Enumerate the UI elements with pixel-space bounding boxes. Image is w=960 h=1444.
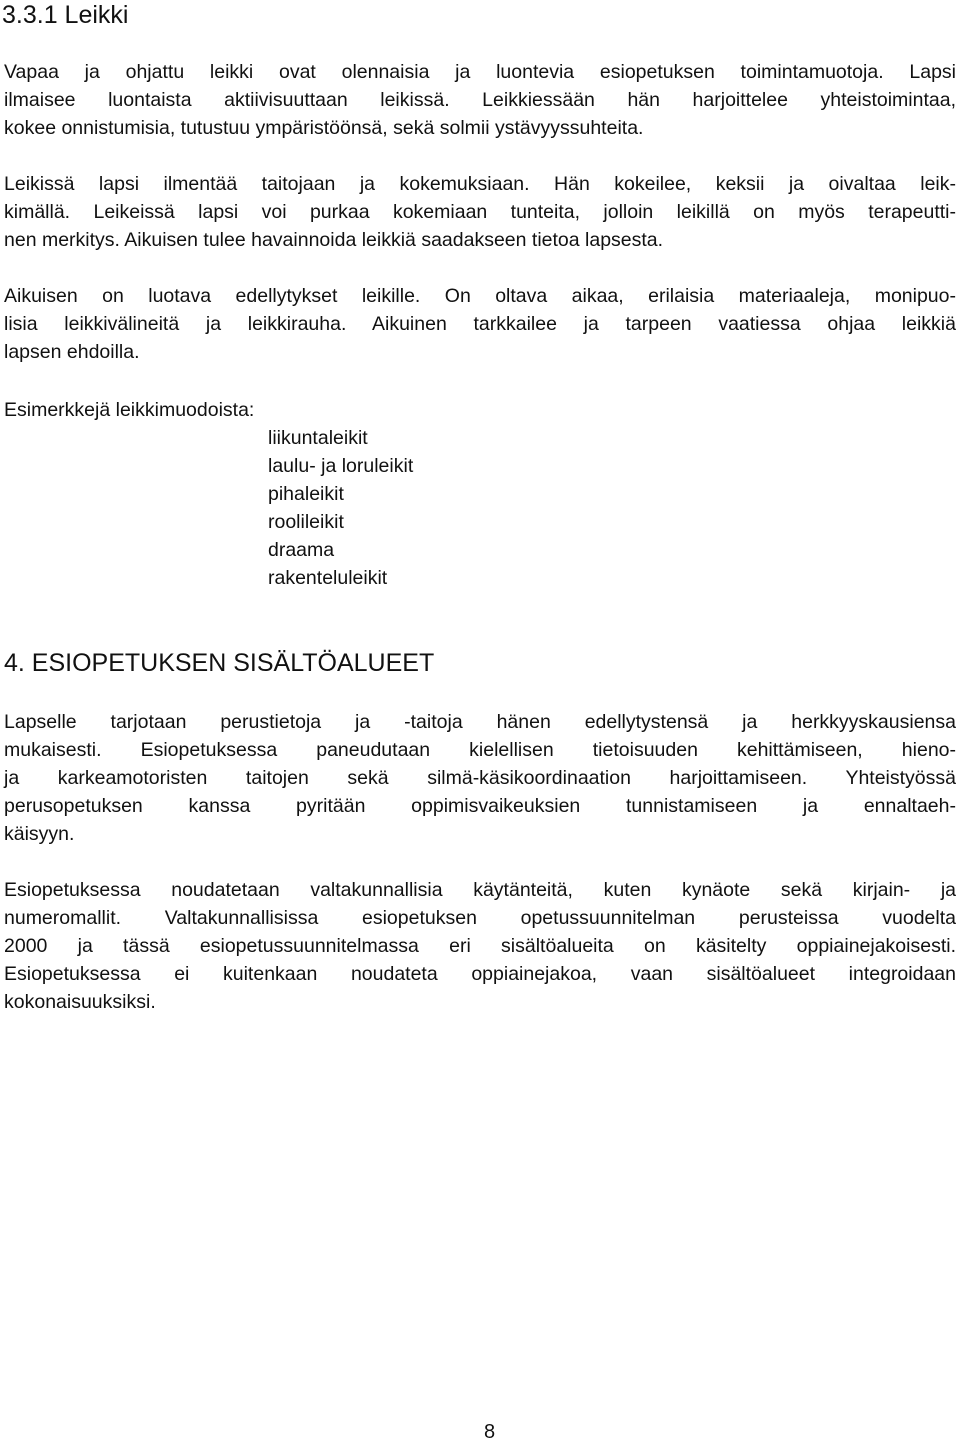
paragraph-2-line-2: kimällä. Leikeissä lapsi voi purkaa kokemiaan tunteita, jolloin leikillä on myös terapeutti- bbox=[4, 201, 956, 223]
paragraph-3-line-2: lisia leikkivälineitä ja leikkirauha. Aikuinen tarkkailee ja tarpeen vaatiessa ohjaa leikkiä bbox=[4, 313, 956, 335]
paragraph-5-line-3: 2000 ja tässä esiopetussuunnitelmassa eri sisältöalueita on käsitelty oppiainejakoisesti. bbox=[4, 935, 956, 957]
list-item: laulu- ja loruleikit bbox=[268, 455, 414, 477]
list-item: pihaleikit bbox=[268, 483, 344, 505]
paragraph-2-line-3: nen merkitys. Aikuisen tulee havainnoida leikkiä saadakseen tietoa lapsesta. bbox=[4, 229, 664, 251]
list-item: rakenteluleikit bbox=[268, 567, 388, 589]
list-item: draama bbox=[268, 539, 335, 561]
paragraph-1-line-1: Vapaa ja ohjattu leikki ovat olennaisia ja luontevia esiopetuksen toimintamuotoja. Lapsi bbox=[4, 61, 956, 83]
list-item: liikuntaleikit bbox=[268, 427, 368, 449]
list-item: roolileikit bbox=[268, 511, 344, 533]
paragraph-1-line-2: ilmaisee luontaista aktiivisuuttaan leikissä. Leikkiessään hän harjoittelee yhteistoimintaa, bbox=[4, 89, 956, 111]
section-heading: 3.3.1 Leikki bbox=[2, 1, 129, 29]
examples-intro: Esimerkkejä leikkimuodoista: bbox=[4, 399, 255, 421]
paragraph-4-line-2: mukaisesti. Esiopetuksessa paneudutaan kielellisen tietoisuuden kehittämiseen, hieno- bbox=[4, 739, 956, 761]
paragraph-5-line-1: Esiopetuksessa noudatetaan valtakunnallisia käytänteitä, kuten kynäote sekä kirjain- ja bbox=[4, 879, 956, 901]
paragraph-5-line-4: Esiopetuksessa ei kuitenkaan noudateta oppiainejakoa, vaan sisältöalueet integroidaan bbox=[4, 963, 956, 985]
chapter-heading: 4. ESIOPETUKSEN SISÄLTÖALUEET bbox=[4, 649, 435, 677]
paragraph-4-line-3: ja karkeamotoristen taitojen sekä silmä-käsikoordinaation harjoittamiseen. Yhteistyössä bbox=[4, 767, 956, 789]
paragraph-4-line-1: Lapselle tarjotaan perustietoja ja -taitoja hänen edellytystensä ja herkkyyskausiensa bbox=[4, 711, 956, 733]
paragraph-5-line-2: numeromallit. Valtakunnallisissa esiopetuksen opetussuunnitelman perusteissa vuodelta bbox=[4, 907, 956, 929]
paragraph-3-line-1: Aikuisen on luotava edellytykset leikille. On oltava aikaa, erilaisia materiaaleja, monipuo- bbox=[4, 285, 956, 307]
page-number: 8 bbox=[484, 1421, 496, 1443]
paragraph-3-line-3: lapsen ehdoilla. bbox=[4, 341, 140, 363]
paragraph-4-line-4: perusopetuksen kanssa pyritään oppimisvaikeuksien tunnistamiseen ja ennaltaeh- bbox=[4, 795, 956, 817]
paragraph-2-line-1: Leikissä lapsi ilmentää taitojaan ja kokemuksiaan. Hän kokeilee, keksii ja oivaltaa leik- bbox=[4, 173, 956, 195]
paragraph-5-line-5: kokonaisuuksiksi. bbox=[4, 991, 156, 1013]
paragraph-4-line-5: käisyyn. bbox=[4, 823, 75, 845]
paragraph-1-line-3: kokee onnistumisia, tutustuu ympäristöönsä, sekä solmii ystävyyssuhteita. bbox=[4, 117, 644, 139]
